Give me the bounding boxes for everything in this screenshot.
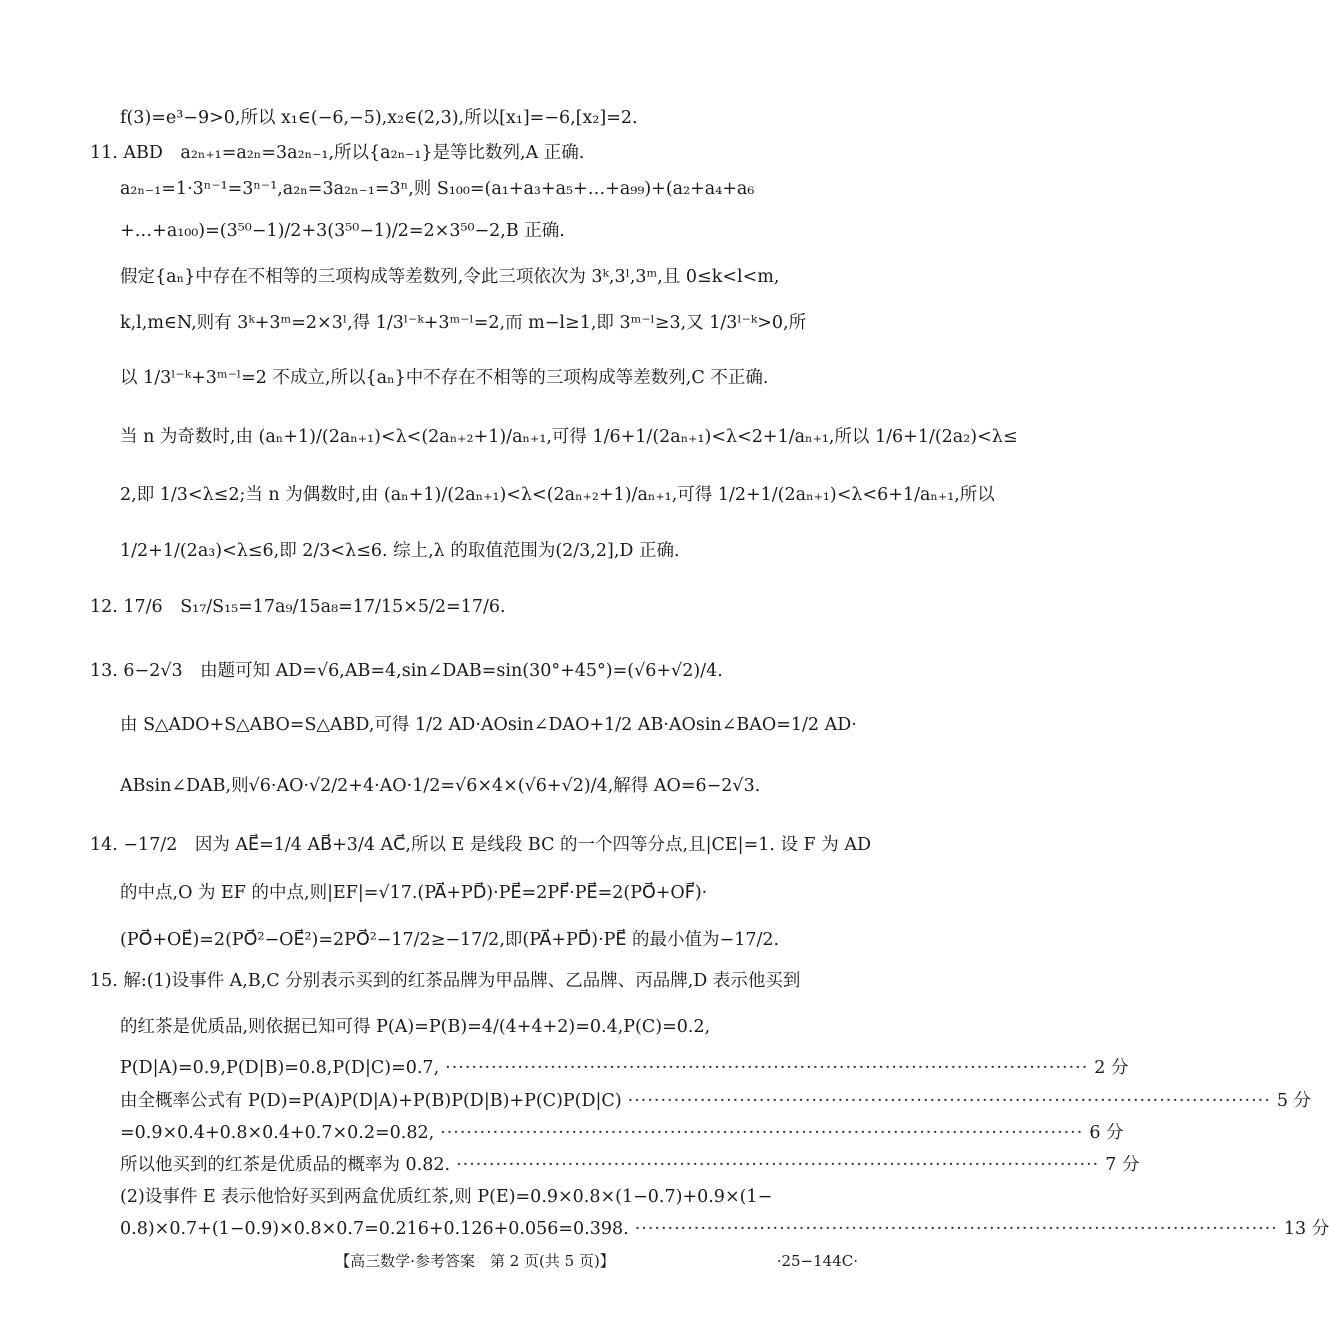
text-line: 由 S△ADO+S△ABO=S△ABD,可得 1/2 AD·AOsin∠DAO+1/2 AB·AOsin∠BAO=1/2 AD· [120, 715, 857, 735]
answer-13-header: 13. 6−2√3 由题可知 AD=√6,AB=4,sin∠DAB=sin(30°+45°)=(√6+√2)/4. [90, 661, 723, 681]
text-line: k,l,m∈N,则有 3ᵏ+3ᵐ=2×3ˡ,得 1/3ˡ⁻ᵏ+3ᵐ⁻ˡ=2,而 m−l≥1,即 3ᵐ⁻ˡ≥3,又 1/3ˡ⁻ᵏ>0,所 [120, 313, 807, 333]
text-line: f(3)=e³−9>0,所以 x₁∈(−6,−5),x₂∈(2,3),所以[x₁]=−6,[x₂]=2. [120, 108, 638, 128]
text-line: 以 1/3ˡ⁻ᵏ+3ᵐ⁻ˡ=2 不成立,所以{aₙ}中不存在不相等的三项构成等差数列,C 不正确. [120, 368, 769, 388]
scored-line [120, 1152, 1140, 1178]
scored-line [120, 1216, 1329, 1242]
answer-15-header: 15. 解:(1)设事件 A,B,C 分别表示买到的红茶品牌为甲品牌、乙品牌、丙品牌,D 表示他买到 [90, 971, 801, 991]
text-line: 当 n 为奇数时,由 (aₙ+1)/(2aₙ₊₁)<λ<(2aₙ₊₂+1)/aₙ₊₁,可得 1/6+1/(2aₙ₊₁)<λ<2+1/aₙ₊₁,所以 1/6+1/(2a₂)<λ≤ [120, 427, 1018, 447]
leader-dots: ·································································································· [445, 1058, 1089, 1078]
answer-12: 12. 17/6 S₁₇/S₁₅=17a₉/15a₈=17/15×5/2=17/6. [90, 597, 506, 617]
scored-line [120, 1055, 1129, 1081]
text-line: (2)设事件 E 表示他恰好买到两盒优质红茶,则 P(E)=0.9×0.8×(1−0.7)+0.9×(1− [120, 1187, 773, 1207]
leader-dots: ·································································································· [627, 1091, 1271, 1111]
text-line: ABsin∠DAB,则√6·AO·√2/2+4·AO·1/2=√6×4×(√6+√2)/4,解得 AO=6−2√3. [120, 776, 761, 796]
footer-code: ·25−144C· [776, 1252, 858, 1270]
score-points: 13 分 [1283, 1219, 1329, 1239]
score-points: 2 分 [1094, 1058, 1129, 1078]
scored-text: =0.9×0.4+0.8×0.4+0.7×0.2=0.82, [120, 1123, 435, 1143]
scored-line [120, 1088, 1312, 1114]
score-points: 6 分 [1089, 1123, 1124, 1143]
text-line: 假定{aₙ}中存在不相等的三项构成等差数列,令此三项依次为 3ᵏ,3ˡ,3ᵐ,且 0≤k<l<m, [120, 267, 780, 287]
scored-text: P(D|A)=0.9,P(D|B)=0.8,P(D|C)=0.7, [120, 1058, 440, 1078]
scored-text: 0.8)×0.7+(1−0.9)×0.8×0.7=0.216+0.126+0.056=0.398. [120, 1219, 629, 1239]
text-line: (PO⃗+OE⃗)=2(PO⃗²−OE⃗²)=2PO⃗²−17/2≥−17/2,即(PA⃗+PD⃗)·PE⃗ 的最小值为−17/2. [120, 930, 780, 950]
text-line: +…+a₁₀₀)=(3⁵⁰−1)/2+3(3⁵⁰−1)/2=2×3⁵⁰−2,B 正确. [120, 221, 565, 241]
text-line: a₂ₙ₋₁=1·3ⁿ⁻¹=3ⁿ⁻¹,a₂ₙ=3a₂ₙ₋₁=3ⁿ,则 S₁₀₀=(a₁+a₃+a₅+…+a₉₉)+(a₂+a₄+a₆ [120, 179, 755, 199]
scored-line [120, 1120, 1124, 1146]
text-line: 的红茶是优质品,则依据已知可得 P(A)=P(B)=4/(4+4+2)=0.4,P(C)=0.2, [120, 1017, 711, 1037]
score-points: 5 分 [1276, 1091, 1312, 1111]
leader-dots: ·································································································· [440, 1123, 1084, 1143]
score-points: 7 分 [1105, 1155, 1140, 1175]
text-line: 1/2+1/(2a₃)<λ≤6,即 2/3<λ≤6. 综上,λ 的取值范围为(2/3,2],D 正确. [120, 541, 680, 561]
text-line: 2,即 1/3<λ≤2;当 n 为偶数时,由 (aₙ+1)/(2aₙ₊₁)<λ<(2aₙ₊₂+1)/aₙ₊₁,可得 1/2+1/(2aₙ₊₁)<λ<6+1/aₙ₊₁,所以 [120, 485, 995, 505]
answer-11-header: 11. ABD a₂ₙ₊₁=a₂ₙ=3a₂ₙ₋₁,所以{a₂ₙ₋₁}是等比数列,A 正确. [90, 143, 585, 163]
scored-text: 所以他买到的红茶是优质品的概率为 0.82. [120, 1155, 451, 1175]
scored-text: 由全概率公式有 P(D)=P(A)P(D|A)+P(B)P(D|B)+P(C)P(D|C) [120, 1091, 622, 1111]
leader-dots: ·································································································· [456, 1155, 1100, 1175]
leader-dots: ·································································································· [634, 1219, 1278, 1239]
footer-title: 【高三数学·参考答案 第 2 页(共 5 页)】 [335, 1252, 615, 1270]
answer-14-header: 14. −17/2 因为 AE⃗=1/4 AB⃗+3/4 AC⃗,所以 E 是线段 BC 的一个四等分点,且|CE|=1. 设 F 为 AD [90, 835, 871, 855]
text-line: 的中点,O 为 EF 的中点,则|EF|=√17.(PA⃗+PD⃗)·PE⃗=2PF⃗·PE⃗=2(PO⃗+OF⃗)· [120, 883, 708, 903]
